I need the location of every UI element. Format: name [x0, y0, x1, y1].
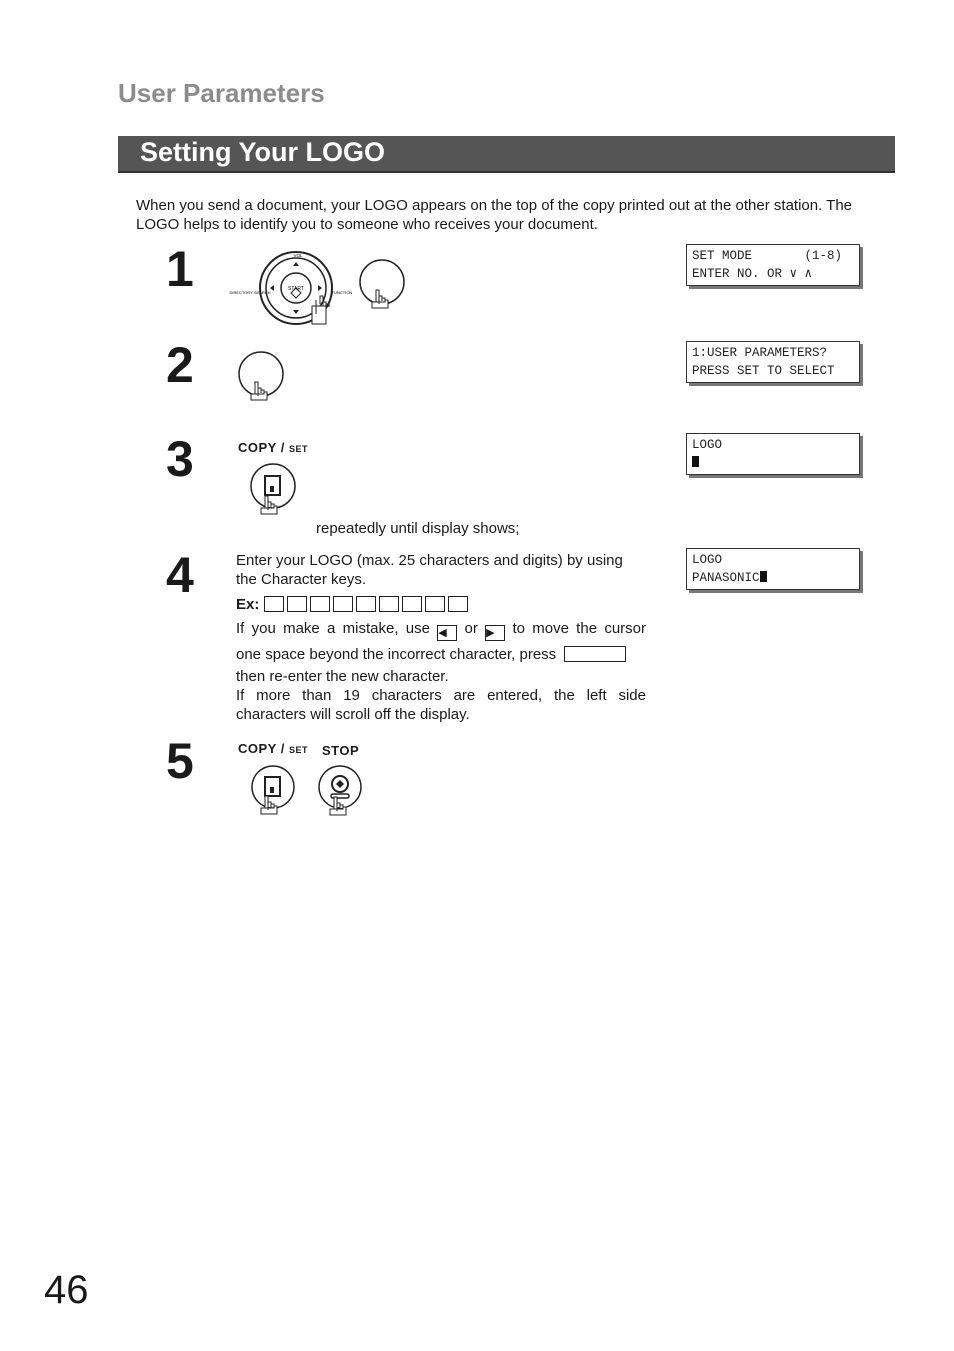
copy-label: COPY /	[238, 741, 285, 756]
lcd-line: PRESS SET TO SELECT	[692, 364, 835, 378]
set-label: SET	[288, 444, 308, 454]
stop-label: STOP	[322, 743, 360, 758]
mistake-line-2	[236, 645, 626, 664]
step-4-text: Enter your LOGO (max. 25 characters and digits) by using the Character keys.	[236, 552, 623, 588]
ex-label: Ex:	[236, 596, 260, 613]
key-press-icon	[236, 350, 296, 420]
mistake-line-3: then re-enter the new character.	[236, 668, 449, 685]
intro-paragraph: When you send a document, your LOGO appears on the top of the copy printed out at the other station. The LOGO helps to identify you to someone who receives your document.	[136, 197, 853, 233]
lcd-line: LOGO	[692, 553, 723, 567]
right-arrow-icon: ▶	[485, 625, 505, 641]
cursor-block	[760, 571, 767, 582]
cursor-block	[692, 456, 699, 467]
key-box	[425, 596, 445, 612]
key-box	[333, 596, 353, 612]
step-3-instruction: repeatedly until display shows;	[316, 520, 520, 537]
key-box	[287, 596, 307, 612]
start-label: START	[288, 286, 304, 292]
set-label: SET	[288, 745, 308, 755]
step-3-number: 3	[166, 431, 194, 487]
key-box	[379, 596, 399, 612]
step-5-number: 5	[166, 733, 194, 789]
mistake-line-1	[236, 619, 646, 641]
stop-key-icon	[316, 764, 372, 834]
page-number: 46	[44, 1268, 89, 1312]
mistake-text-b: to move the cursor	[512, 620, 646, 637]
directory-search-label: DIRECTORY SEARCH	[229, 290, 271, 295]
vol-label: VOL	[293, 253, 303, 258]
example-row	[236, 595, 471, 614]
key-box	[402, 596, 422, 612]
mistake-text-a: If you make a mistake, use	[236, 620, 430, 637]
lcd-step-1	[686, 244, 860, 286]
section-title: User Parameters	[118, 78, 325, 108]
copy-set-label	[238, 741, 308, 756]
copy-label: COPY /	[238, 440, 285, 455]
copy-set-key-icon	[248, 764, 304, 834]
step-2-number: 2	[166, 337, 194, 393]
step-1-number: 1	[166, 241, 194, 297]
key-box	[356, 596, 376, 612]
copy-set-label	[238, 440, 308, 455]
key-box	[264, 596, 284, 612]
lcd-line: LOGO	[692, 438, 723, 452]
function-label: FUNCTION	[331, 290, 353, 295]
lcd-line: ENTER NO. OR ∨ ∧	[692, 267, 813, 281]
mistake-text-c: one space beyond the incorrect character, press	[236, 646, 557, 663]
title-bar	[118, 136, 895, 173]
lcd-step-2	[686, 341, 860, 383]
left-arrow-icon: ◀	[437, 625, 457, 641]
clear-key-box	[564, 646, 626, 662]
page-title: Setting Your LOGO	[140, 137, 386, 167]
copy-set-key-icon	[248, 462, 304, 532]
lcd-step-4	[686, 548, 860, 590]
key-box	[448, 596, 468, 612]
lcd-line: SET MODE (1-8)	[692, 249, 843, 263]
scroll-note: If more than 19 characters are entered, the left side characters will scroll off the display.	[236, 687, 646, 723]
mistake-or: or	[464, 620, 478, 637]
step-4-number: 4	[166, 547, 194, 603]
lcd-step-3	[686, 433, 860, 475]
key-box	[310, 596, 330, 612]
lcd-line: PANASONIC	[692, 571, 760, 585]
lcd-line: 1:USER PARAMETERS?	[692, 346, 828, 360]
control-panel-icon	[229, 250, 416, 328]
